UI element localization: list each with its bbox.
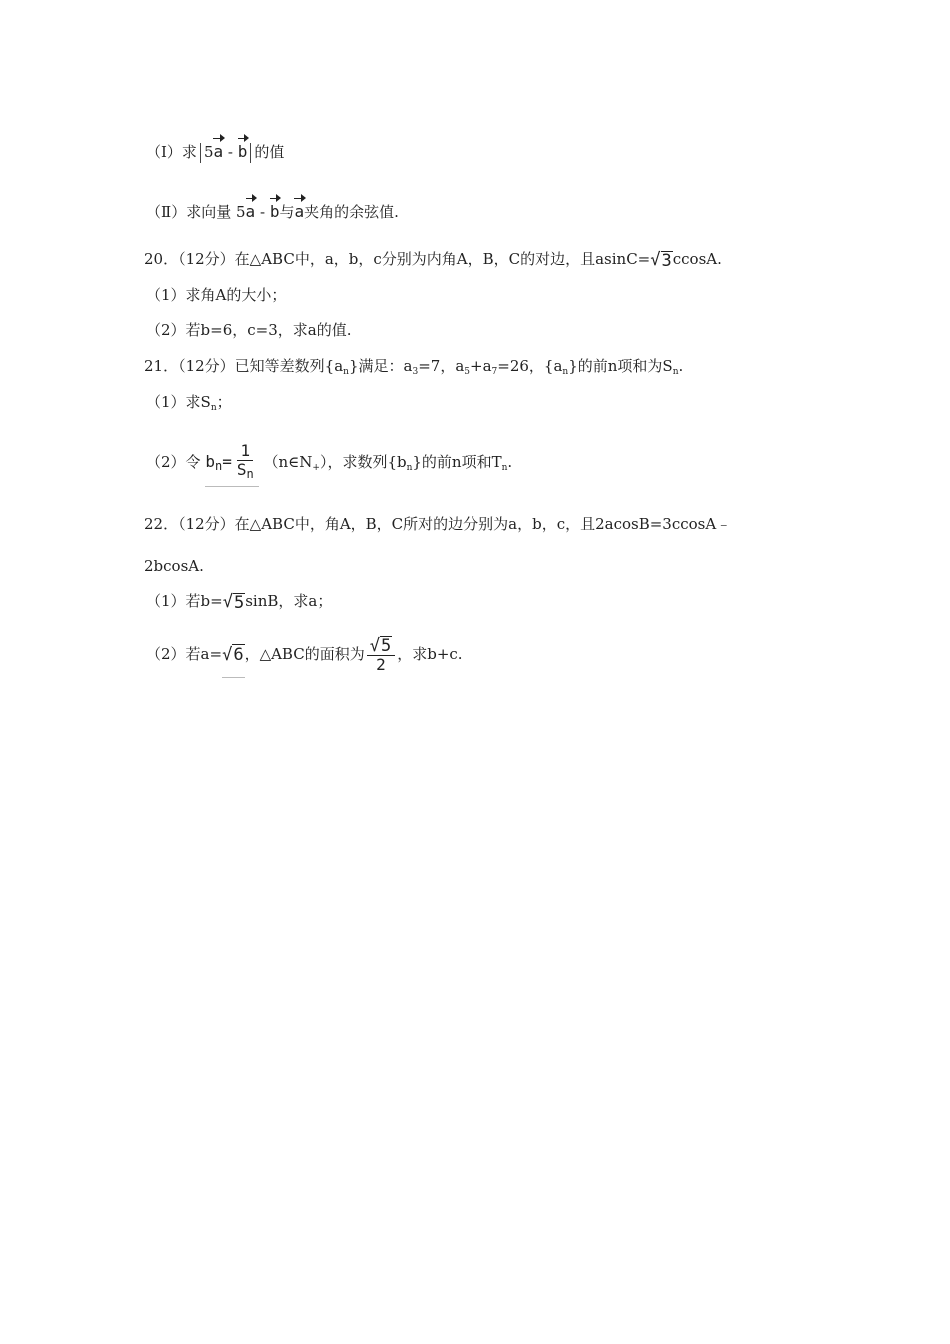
q21-part2-end: . <box>507 453 513 471</box>
sub: n <box>406 463 413 473</box>
q22-stem-line1: 22．（12分）在△ABC中，角A，B，C所对的边分别为a，b，c，且2acosB=3ccosA﹣ <box>144 515 732 533</box>
q19-part2-prefix: （Ⅱ）求向量 <box>146 203 232 221</box>
sub: 5 <box>464 367 470 377</box>
sqrt-3: √ 3 <box>650 250 672 271</box>
q21-part2-after: ），求数列{b <box>319 453 407 471</box>
q20-part2: （2）若b=6，c=3，求a的值. <box>146 321 352 339</box>
q21-stem-a: 21．（12分）已知等差数列{a <box>144 357 344 375</box>
bn-eq: = <box>222 452 232 471</box>
sub: + <box>312 463 320 473</box>
abs-bar-right <box>250 143 251 163</box>
sub: 3 <box>412 367 419 377</box>
sqrt-5: √ 5 <box>369 636 392 656</box>
q20-stem-after: ccosA. <box>672 250 722 268</box>
sqrt-6: √6 <box>222 633 245 678</box>
bn-formula <box>205 442 258 487</box>
q21-stem-c: =7，a <box>418 357 465 375</box>
q22-part2-mid: ，△ABC的面积为 <box>244 645 365 663</box>
abs-bar-left <box>200 143 201 163</box>
q22-part1 <box>146 591 332 612</box>
sqrt-5: √ 5 <box>222 592 245 613</box>
bn-lhs: b <box>205 452 215 471</box>
sqrt-radicand: 6 <box>233 644 244 665</box>
q21-stem-f: }的前n项和为S <box>568 357 673 375</box>
vector-b: b <box>238 138 248 162</box>
q21-stem-g: . <box>678 357 684 375</box>
fraction <box>234 442 257 483</box>
frac-den-s: S <box>236 460 247 479</box>
sub: n <box>210 403 217 413</box>
sub: n <box>343 367 349 377</box>
q19-part2-coef: 5 <box>235 203 246 221</box>
q19-part1-suffix: 的值 <box>254 143 285 161</box>
q19-part2-suffix: 夹角的余弦值. <box>304 203 399 221</box>
q21-stem <box>144 356 683 382</box>
sqrt-radicand: 3 <box>661 251 672 271</box>
q19-part1-prefix: （Ⅰ）求 <box>146 143 197 161</box>
sqrt-radicand: 5 <box>233 593 245 613</box>
q21-part2-mid: （n∈N <box>263 453 313 471</box>
q20-stem-before: 20．（12分）在△ABC中，a，b，c分别为内角A，B，C的对边，且asinC= <box>144 250 651 268</box>
vector-a: a <box>294 198 304 222</box>
sub: n <box>246 467 254 481</box>
sqrt-radicand: 5 <box>380 636 392 656</box>
area-fraction <box>367 636 396 674</box>
q22-part1-after: sinB，求a； <box>245 592 333 610</box>
q20-part1: （1）求角A的大小； <box>146 286 287 304</box>
sub: n <box>672 367 679 377</box>
frac-den <box>234 461 257 483</box>
q21-stem-e: =26，{a <box>497 357 563 375</box>
q21-part1-a: （1）求S <box>146 393 211 411</box>
q19-part1 <box>146 138 284 163</box>
sub: 7 <box>491 367 498 377</box>
sub: n <box>562 367 569 377</box>
q21-stem-d: +a <box>470 357 492 375</box>
q19-part1-coef: 5 <box>203 143 214 161</box>
frac-num <box>367 636 396 656</box>
q19-part2-minus: - <box>259 203 266 221</box>
q20-stem <box>144 249 722 270</box>
frac-num: 1 <box>237 442 253 461</box>
frac-den: 2 <box>376 655 386 674</box>
vector-a: a <box>213 138 223 162</box>
q22-part1-before: （1）若b= <box>146 592 223 610</box>
q21-stem-b: }满足：a <box>348 357 413 375</box>
q21-part1-b: ； <box>216 393 232 411</box>
q19-part2-mid: 与 <box>279 203 295 221</box>
vector-a: a <box>246 198 256 222</box>
q22-stem-line2: 2bcosA. <box>144 557 204 575</box>
q21-part1 <box>146 392 232 418</box>
q21-part2 <box>146 442 512 488</box>
sub: n <box>501 463 508 473</box>
q19-part1-minus: - <box>227 143 233 161</box>
q19-part2 <box>146 198 399 222</box>
q22-part2-before: （2）若a= <box>146 645 223 663</box>
q21-part2-prefix: （2）令 <box>146 453 201 471</box>
q22-part2-after: ，求b+c. <box>397 645 463 663</box>
sub: n <box>214 459 223 473</box>
vector-b: b <box>270 198 280 222</box>
q22-part2 <box>146 632 463 678</box>
q21-part2-after2: }的前n项和T <box>412 453 502 471</box>
